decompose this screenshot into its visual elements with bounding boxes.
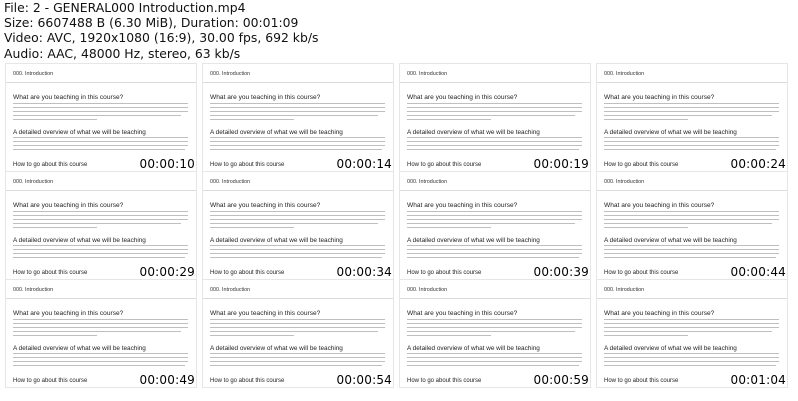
slide-heading-how-to: How to go about this course	[210, 162, 285, 168]
slide-heading-how-to: How to go about this course	[13, 378, 88, 384]
video-thumbnail	[6, 172, 196, 279]
timestamp-label: 00:00:24	[730, 157, 786, 171]
video-thumbnail	[203, 280, 393, 387]
slide-heading-how-to: How to go about this course	[13, 270, 88, 276]
slide-paragraph-lines	[604, 245, 779, 261]
slide-heading-overview: A detailed overview of what we will be teaching	[210, 237, 343, 244]
timestamp-label: 00:00:39	[533, 265, 589, 279]
slide-paragraph-lines	[210, 103, 385, 123]
slide-divider	[597, 190, 787, 191]
slide-divider	[203, 190, 393, 191]
slide-heading-teaching: What are you teaching in this course?	[407, 94, 518, 101]
slide-paragraph-lines	[210, 245, 385, 261]
slide-heading-overview: A detailed overview of what we will be teaching	[13, 345, 146, 352]
slide-heading-overview: A detailed overview of what we will be teaching	[604, 237, 737, 244]
slide-header-text: 000. Introduction	[210, 71, 251, 77]
slide-heading-how-to: How to go about this course	[407, 378, 482, 384]
slide-paragraph-lines	[604, 137, 779, 153]
video-thumbnail	[6, 64, 196, 171]
slide-heading-how-to: How to go about this course	[407, 162, 482, 168]
slide-divider	[6, 298, 196, 299]
slide-heading-overview: A detailed overview of what we will be teaching	[407, 237, 540, 244]
slide-header-text: 000. Introduction	[407, 71, 448, 77]
slide-paragraph-lines	[407, 319, 582, 339]
video-thumbnail	[400, 172, 590, 279]
video-thumbnail	[203, 172, 393, 279]
thumbnail-grid	[6, 64, 798, 401]
slide-paragraph-lines	[604, 353, 779, 369]
slide-paragraph-lines	[407, 245, 582, 261]
slide-divider	[203, 82, 393, 83]
slide-heading-overview: A detailed overview of what we will be teaching	[604, 345, 737, 352]
video-info-line: Video: AVC, 1920x1080 (16:9), 30.00 fps, 692 kb/s	[4, 30, 319, 46]
timestamp-label: 00:00:19	[533, 157, 589, 171]
slide-paragraph-lines	[604, 319, 779, 339]
slide-paragraph-lines	[13, 211, 188, 231]
slide-divider	[400, 298, 590, 299]
video-thumbnail	[6, 280, 196, 387]
slide-heading-teaching: What are you teaching in this course?	[604, 202, 715, 209]
video-thumbnail	[597, 280, 787, 387]
slide-paragraph-lines	[13, 353, 188, 369]
video-thumbnail	[597, 172, 787, 279]
slide-heading-how-to: How to go about this course	[210, 270, 285, 276]
slide-paragraph-lines	[210, 137, 385, 153]
slide-divider	[400, 190, 590, 191]
file-info-header	[4, 0, 318, 61]
slide-heading-teaching: What are you teaching in this course?	[210, 94, 321, 101]
slide-paragraph-lines	[13, 137, 188, 153]
slide-divider	[6, 82, 196, 83]
slide-heading-overview: A detailed overview of what we will be teaching	[13, 237, 146, 244]
slide-divider	[400, 82, 590, 83]
slide-heading-how-to: How to go about this course	[604, 378, 679, 384]
slide-header-text: 000. Introduction	[13, 179, 54, 185]
timestamp-label: 00:00:10	[139, 157, 195, 171]
slide-header-text: 000. Introduction	[210, 287, 251, 293]
slide-header-text: 000. Introduction	[13, 71, 54, 77]
slide-heading-overview: A detailed overview of what we will be teaching	[604, 129, 737, 136]
slide-heading-teaching: What are you teaching in this course?	[407, 310, 518, 317]
slide-heading-how-to: How to go about this course	[604, 162, 679, 168]
slide-paragraph-lines	[210, 319, 385, 339]
slide-divider	[203, 298, 393, 299]
timestamp-label: 00:00:29	[139, 265, 195, 279]
slide-heading-how-to: How to go about this course	[604, 270, 679, 276]
slide-paragraph-lines	[210, 211, 385, 231]
video-thumbnail	[400, 64, 590, 171]
slide-paragraph-lines	[13, 103, 188, 123]
timestamp-label: 00:00:59	[533, 373, 589, 387]
slide-paragraph-lines	[407, 353, 582, 369]
slide-paragraph-lines	[407, 211, 582, 231]
video-thumbnail	[203, 64, 393, 171]
video-thumbnail	[400, 280, 590, 387]
slide-paragraph-lines	[210, 353, 385, 369]
slide-heading-teaching: What are you teaching in this course?	[604, 94, 715, 101]
slide-heading-overview: A detailed overview of what we will be teaching	[13, 129, 146, 136]
slide-heading-how-to: How to go about this course	[13, 162, 88, 168]
slide-heading-how-to: How to go about this course	[407, 270, 482, 276]
slide-divider	[597, 82, 787, 83]
audio-info-line: Audio: AAC, 48000 Hz, stereo, 63 kb/s	[4, 45, 241, 61]
slide-heading-how-to: How to go about this course	[210, 378, 285, 384]
slide-header-text: 000. Introduction	[604, 287, 645, 293]
slide-header-text: 000. Introduction	[13, 287, 54, 293]
slide-paragraph-lines	[604, 103, 779, 123]
slide-heading-teaching: What are you teaching in this course?	[13, 310, 124, 317]
slide-paragraph-lines	[13, 245, 188, 261]
slide-paragraph-lines	[407, 137, 582, 153]
slide-heading-teaching: What are you teaching in this course?	[13, 202, 124, 209]
slide-divider	[6, 190, 196, 191]
slide-header-text: 000. Introduction	[407, 287, 448, 293]
slide-paragraph-lines	[407, 103, 582, 123]
slide-header-text: 000. Introduction	[604, 71, 645, 77]
slide-header-text: 000. Introduction	[604, 179, 645, 185]
slide-heading-teaching: What are you teaching in this course?	[210, 310, 321, 317]
slide-heading-overview: A detailed overview of what we will be teaching	[407, 129, 540, 136]
timestamp-label: 00:00:14	[336, 157, 392, 171]
slide-heading-teaching: What are you teaching in this course?	[604, 310, 715, 317]
slide-heading-teaching: What are you teaching in this course?	[13, 94, 124, 101]
slide-heading-overview: A detailed overview of what we will be teaching	[407, 345, 540, 352]
timestamp-label: 00:00:34	[336, 265, 392, 279]
timestamp-label: 00:00:44	[730, 265, 786, 279]
timestamp-label: 00:00:54	[336, 373, 392, 387]
slide-header-text: 000. Introduction	[210, 179, 251, 185]
timestamp-label: 00:00:49	[139, 373, 195, 387]
file-size-line: Size: 6607488 B (6.30 MiB), Duration: 00:01:09	[4, 15, 299, 31]
slide-heading-overview: A detailed overview of what we will be teaching	[210, 345, 343, 352]
slide-heading-teaching: What are you teaching in this course?	[407, 202, 518, 209]
slide-heading-overview: A detailed overview of what we will be teaching	[210, 129, 343, 136]
slide-heading-teaching: What are you teaching in this course?	[210, 202, 321, 209]
slide-paragraph-lines	[604, 211, 779, 231]
slide-paragraph-lines	[13, 319, 188, 339]
slide-divider	[597, 298, 787, 299]
file-name-line: File: 2 - GENERAL000 Introduction.mp4	[4, 0, 246, 15]
video-thumbnail	[597, 64, 787, 171]
slide-header-text: 000. Introduction	[407, 179, 448, 185]
timestamp-label: 00:01:04	[730, 373, 786, 387]
